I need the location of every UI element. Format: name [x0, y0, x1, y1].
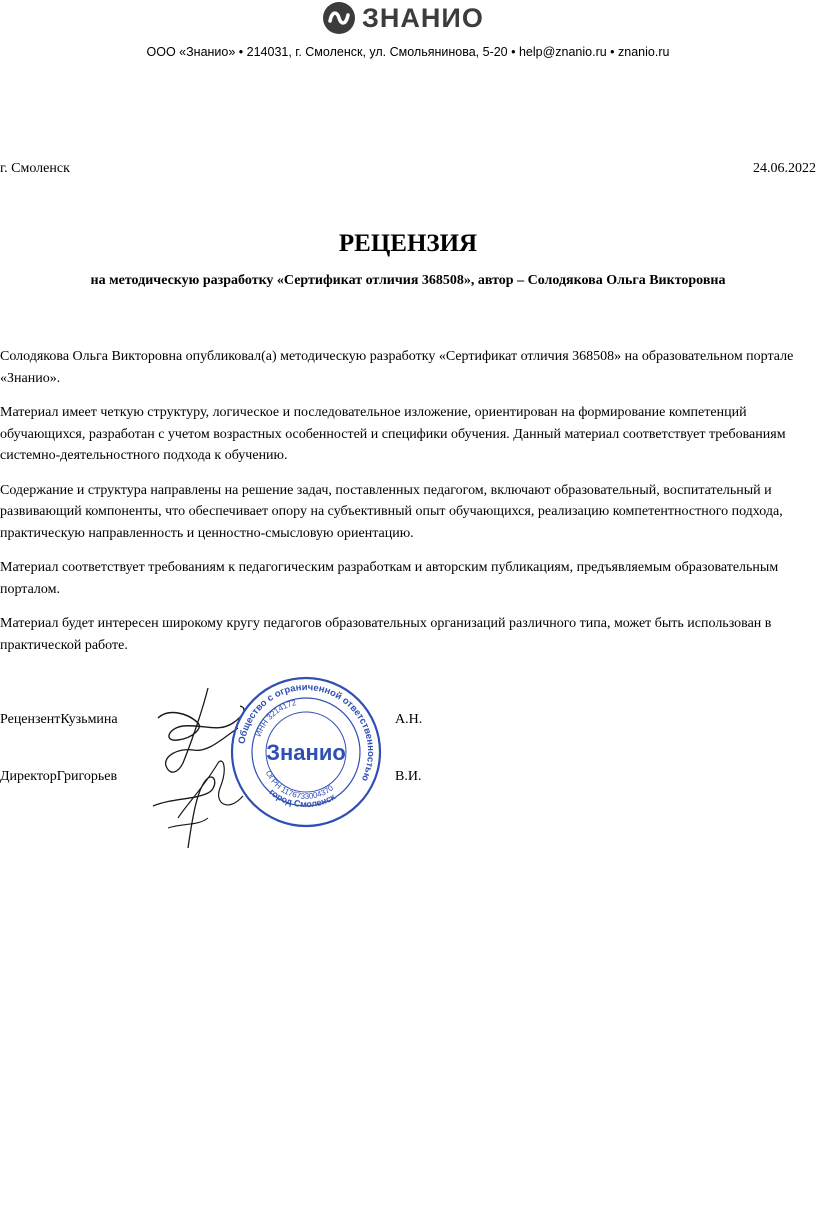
logo-text: ЗНАНИО — [362, 2, 484, 33]
znanio-logo-icon — [322, 1, 356, 35]
reviewer-initials: А.Н. — [395, 712, 423, 727]
reviewer-label: РецензентКузьмина — [0, 712, 118, 727]
company-stamp — [230, 676, 382, 828]
company-contacts: ООО «Знанио» • 214031, г. Смоленск, ул. Смольянинова, 5-20 • help@znanio.ru • znanio.ru — [146, 45, 670, 59]
znanio-logo — [322, 0, 492, 36]
document-title: РЕЦЕНЗИЯ — [338, 230, 478, 257]
document-place: г. Смоленск — [0, 161, 70, 176]
stamp-ring-text: Общество с ограниченной ответственностью — [236, 681, 377, 783]
stamp-center-text: Знанио — [266, 740, 346, 765]
stamp-city: город Смоленск — [267, 786, 337, 810]
stamp-inn: ИНН 3214172 — [253, 698, 298, 738]
director-label: ДиректорГригорьев — [0, 769, 118, 784]
body-paragraph: Материал будет интересен широкому кругу педагогов образовательных организаций различного типа, может быть использован в практической работе. — [0, 616, 772, 653]
body-paragraph: Материал соответствует требованиям к педагогическим разработкам и авторским публикациям, предъявляемым образовательным порталом. — [0, 560, 779, 597]
director-initials: В.И. — [395, 769, 422, 784]
document-subtitle: на методическую разработку «Сертификат отличия 368508», автор – Солодякова Ольга Викторовна — [90, 273, 726, 288]
stamp-ogrn: ОГРН 1176733004370 — [263, 769, 335, 801]
body-paragraph: Содержание и структура направлены на решение задач, поставленных педагогом, включают образовательный, воспитательный и развивающий компоненты, что обеспечивает опору на субъективный опыт обучающихся, реализацию компетентностного подхода, практическую направленность и ценностно-смысловую ориентацию. — [0, 482, 783, 541]
document-body — [0, 346, 800, 669]
body-paragraph: Материал имеет четкую структуру, логическое и последовательное изложение, ориентирован на формирование компетенций обучающихся, разработан с учетом возрастных особенностей и специфики обучения. Данный материал соответствует требованиям системно-деятельностного подхода к обучению. — [0, 405, 786, 463]
body-paragraph: Солодякова Ольга Викторовна опубликовал(а) методическую разработку «Сертификат отличия 368508» на образовательном портале «Знанио». — [0, 349, 794, 386]
document-date: 24.06.2022 — [753, 161, 816, 176]
